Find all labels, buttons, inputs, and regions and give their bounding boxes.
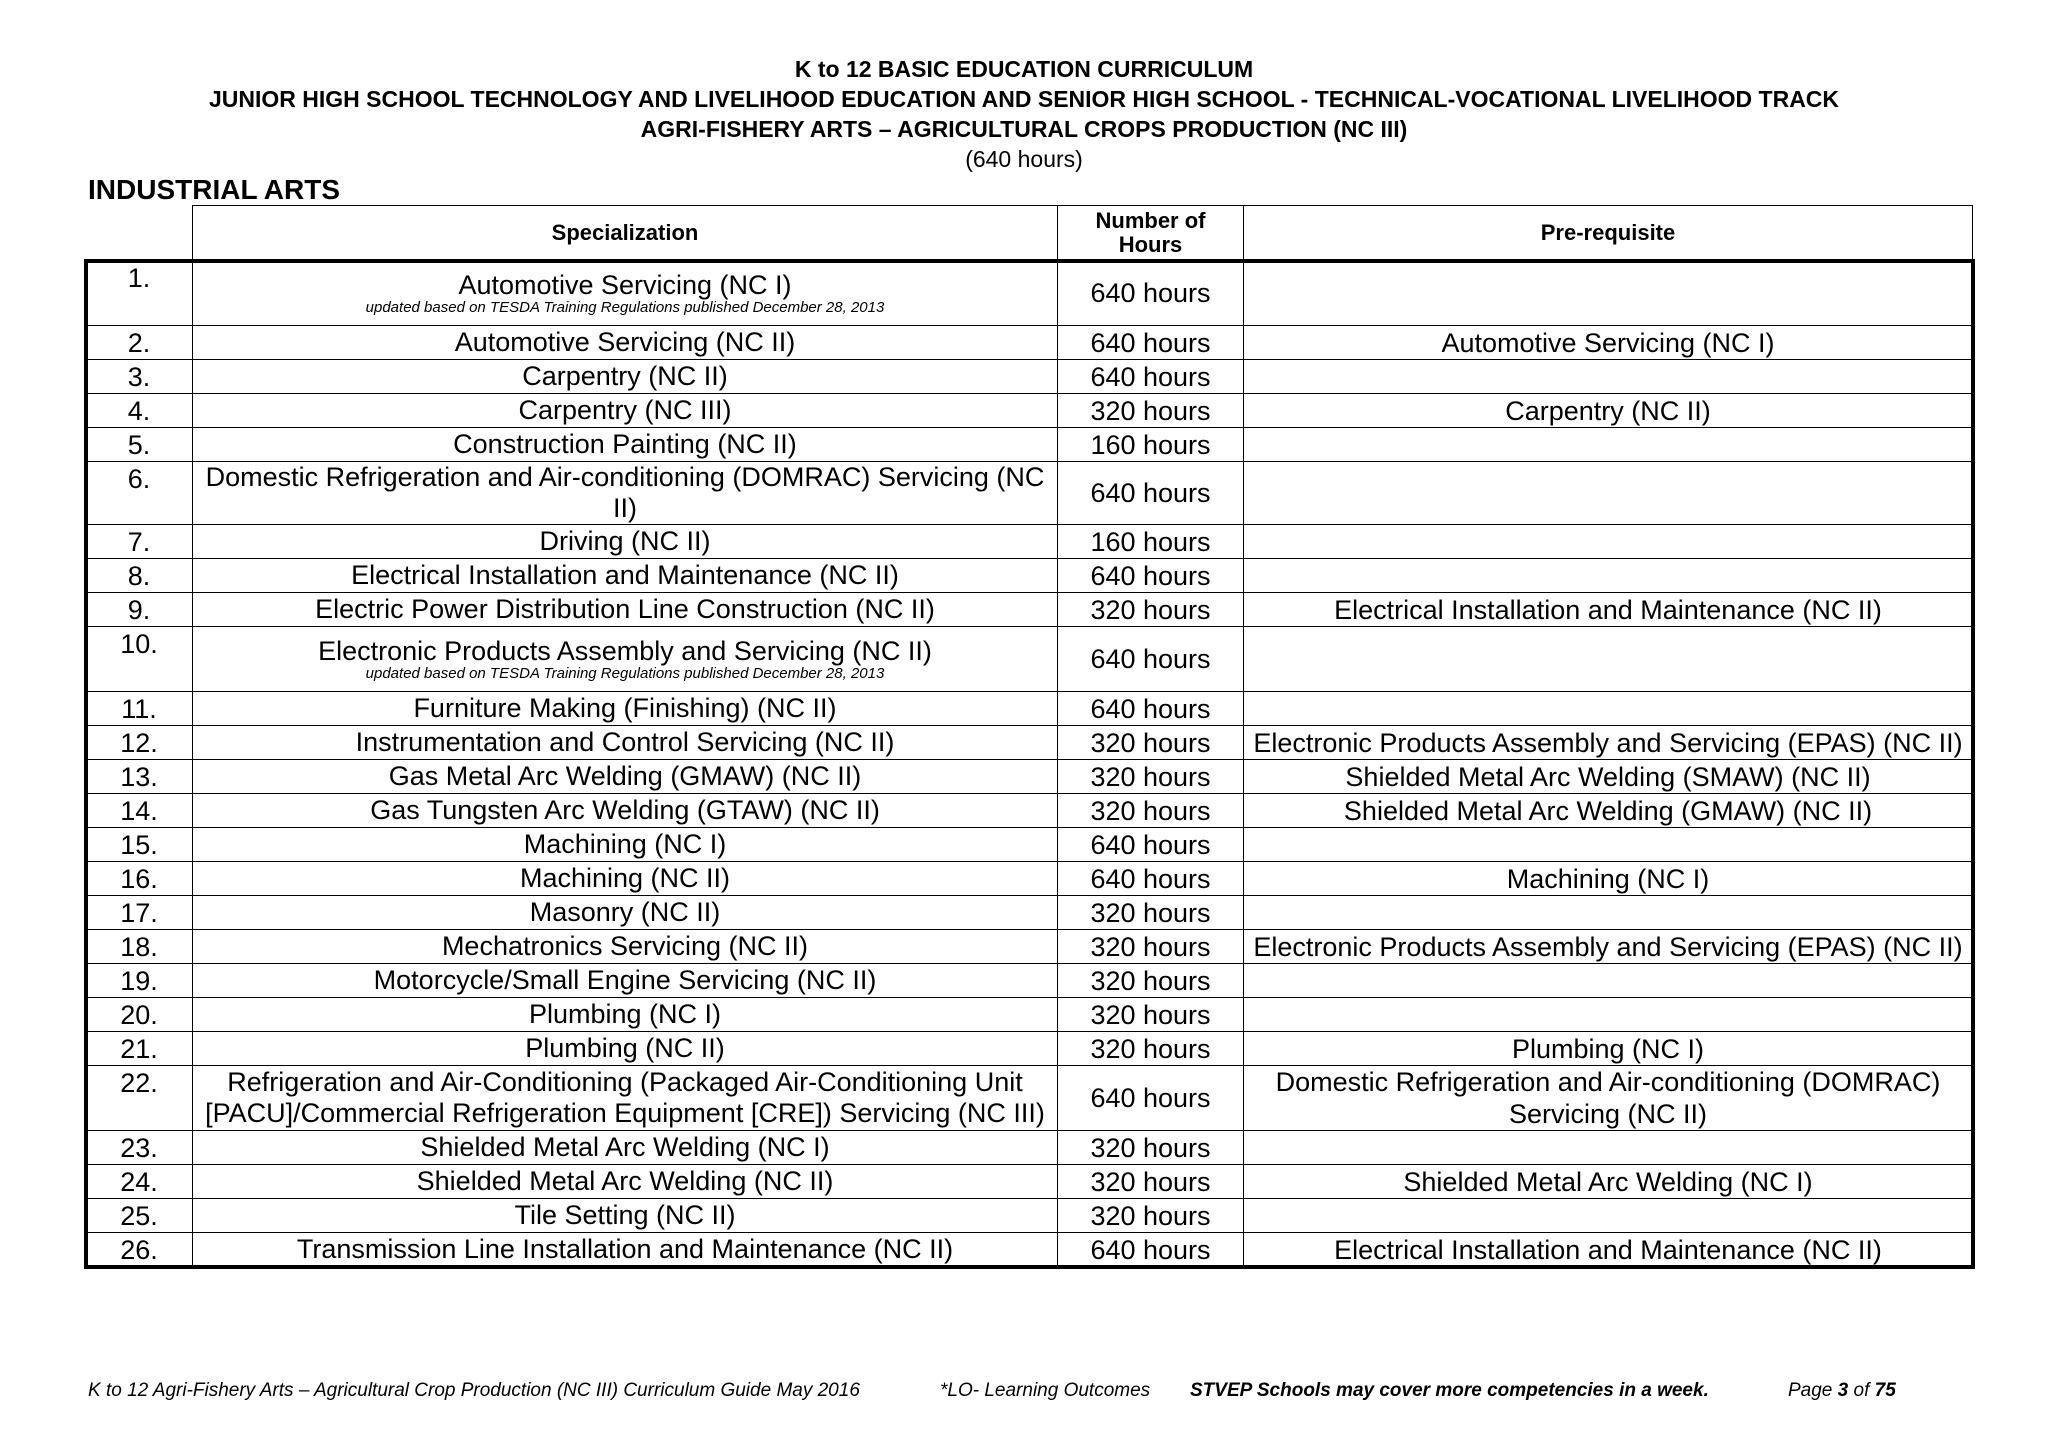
- row-hours: 640 hours: [1058, 360, 1244, 394]
- row-specialization: [193, 1032, 1058, 1066]
- row-hours: 320 hours: [1058, 896, 1244, 930]
- column-header-number: [86, 206, 193, 261]
- row-prerequisite: [1244, 559, 1973, 593]
- row-prerequisite: [1244, 360, 1973, 394]
- header-line-1: K to 12 BASIC EDUCATION CURRICULUM: [794, 56, 1254, 82]
- row-number: 11.: [86, 692, 193, 726]
- footer-stvep-note: [1190, 1380, 1709, 1402]
- row-specialization: [193, 360, 1058, 394]
- row-prerequisite: [1244, 998, 1973, 1032]
- specialization-name: Construction Painting (NC II): [453, 429, 797, 459]
- row-specialization: [193, 462, 1058, 525]
- footer-page-number: [1788, 1380, 1896, 1402]
- row-number: 7.: [86, 525, 193, 559]
- row-prerequisite: Electrical Installation and Maintenance (NC II): [1244, 593, 1973, 627]
- row-specialization: [193, 394, 1058, 428]
- row-specialization: [193, 1199, 1058, 1233]
- row-prerequisite: Domestic Refrigeration and Air-conditioning (DOMRAC) Servicing (NC II): [1244, 1066, 1973, 1131]
- row-prerequisite: [1244, 525, 1973, 559]
- specialization-name: Shielded Metal Arc Welding (NC I): [420, 1132, 830, 1162]
- row-number: 18.: [86, 930, 193, 964]
- table-row: [86, 692, 1973, 726]
- specialization-table: [85, 205, 1973, 1267]
- table-row: [86, 1233, 1973, 1267]
- row-hours: 640 hours: [1058, 261, 1244, 326]
- row-number: 8.: [86, 559, 193, 593]
- specialization-name: Electric Power Distribution Line Construction (NC II): [315, 594, 935, 624]
- row-hours: 640 hours: [1058, 862, 1244, 896]
- row-number: 21.: [86, 1032, 193, 1066]
- table-row: [86, 360, 1973, 394]
- header-line-2: JUNIOR HIGH SCHOOL TECHNOLOGY AND LIVELIHOOD EDUCATION AND SENIOR HIGH SCHOOL - TECHNICAL-VOCATIONAL LIVELIHOOD TRACK: [208, 86, 1840, 112]
- table-row: [86, 394, 1973, 428]
- row-prerequisite: [1244, 428, 1973, 462]
- row-specialization: [193, 794, 1058, 828]
- row-hours: 640 hours: [1058, 828, 1244, 862]
- row-hours: 160 hours: [1058, 525, 1244, 559]
- row-specialization: [193, 1131, 1058, 1165]
- specialization-name: Carpentry (NC II): [522, 361, 728, 391]
- row-prerequisite: Machining (NC I): [1244, 862, 1973, 896]
- footer-page-prefix: Page: [1788, 1380, 1833, 1401]
- table-row: [86, 862, 1973, 896]
- row-hours: 320 hours: [1058, 593, 1244, 627]
- row-specialization: [193, 559, 1058, 593]
- table-row: [86, 627, 1973, 692]
- row-specialization: [193, 593, 1058, 627]
- row-prerequisite: [1244, 261, 1973, 326]
- row-prerequisite: [1244, 462, 1973, 525]
- specialization-name: Machining (NC I): [523, 829, 727, 859]
- specialization-name: Transmission Line Installation and Maintenance (NC II): [296, 1234, 954, 1264]
- row-specialization: [193, 1066, 1058, 1131]
- table-row: [86, 930, 1973, 964]
- row-specialization: [193, 692, 1058, 726]
- row-hours: 640 hours: [1058, 559, 1244, 593]
- row-hours: 320 hours: [1058, 726, 1244, 760]
- row-hours: 640 hours: [1058, 627, 1244, 692]
- row-specialization: [193, 726, 1058, 760]
- table-row: [86, 525, 1973, 559]
- column-header-hours: Number of Hours: [1058, 206, 1244, 261]
- row-prerequisite: [1244, 1131, 1973, 1165]
- table-row: [86, 559, 1973, 593]
- table-row: [86, 896, 1973, 930]
- row-hours: 640 hours: [1058, 692, 1244, 726]
- row-number: 24.: [86, 1165, 193, 1199]
- row-prerequisite: Carpentry (NC II): [1244, 394, 1973, 428]
- table-row: [86, 794, 1973, 828]
- row-number: 20.: [86, 998, 193, 1032]
- table-row: [86, 1199, 1973, 1233]
- row-hours: 320 hours: [1058, 1131, 1244, 1165]
- footer-page-total: 75: [1874, 1380, 1896, 1401]
- table-row: [86, 326, 1973, 360]
- specialization-name: Electrical Installation and Maintenance (NC II): [351, 560, 899, 590]
- table-body: [86, 261, 1973, 1267]
- row-number: 3.: [86, 360, 193, 394]
- row-prerequisite: [1244, 964, 1973, 998]
- row-number: 25.: [86, 1199, 193, 1233]
- specialization-name: Carpentry (NC III): [518, 395, 732, 425]
- row-hours: 320 hours: [1058, 760, 1244, 794]
- row-hours: 320 hours: [1058, 930, 1244, 964]
- row-hours: 160 hours: [1058, 428, 1244, 462]
- row-hours: 320 hours: [1058, 1165, 1244, 1199]
- specialization-name: Plumbing (NC II): [525, 1033, 725, 1063]
- table-header-row: [86, 206, 1973, 261]
- row-number: 15.: [86, 828, 193, 862]
- row-specialization: [193, 828, 1058, 862]
- table-row: [86, 593, 1973, 627]
- row-number: 22.: [86, 1066, 193, 1131]
- row-specialization: [193, 525, 1058, 559]
- row-hours: 320 hours: [1058, 794, 1244, 828]
- specialization-name: Gas Metal Arc Welding (GMAW) (NC II): [388, 761, 862, 791]
- row-hours: 320 hours: [1058, 964, 1244, 998]
- row-number: 10.: [86, 627, 193, 692]
- specialization-note: updated based on TESDA Training Regulations published December 28, 2013: [365, 665, 885, 682]
- row-prerequisite: [1244, 1199, 1973, 1233]
- row-specialization: [193, 326, 1058, 360]
- specialization-name: Driving (NC II): [539, 526, 711, 556]
- table-row: [86, 964, 1973, 998]
- specialization-name: Automotive Servicing (NC I): [458, 270, 792, 300]
- header-hours: (640 hours): [965, 146, 1083, 172]
- row-number: 17.: [86, 896, 193, 930]
- row-prerequisite: Shielded Metal Arc Welding (NC I): [1244, 1165, 1973, 1199]
- specialization-name: Refrigeration and Air-Conditioning (Packaged Air-Conditioning Unit [PACU]/Commercial Refrigeration Equipment [CRE]) Servicing (NC III): [205, 1067, 1045, 1128]
- row-prerequisite: [1244, 828, 1973, 862]
- row-prerequisite: [1244, 692, 1973, 726]
- row-prerequisite: Plumbing (NC I): [1244, 1032, 1973, 1066]
- table-row: [86, 1032, 1973, 1066]
- row-specialization: [193, 1165, 1058, 1199]
- row-number: 4.: [86, 394, 193, 428]
- specialization-name: Shielded Metal Arc Welding (NC II): [416, 1166, 834, 1196]
- row-prerequisite: Shielded Metal Arc Welding (GMAW) (NC II): [1244, 794, 1973, 828]
- row-number: 12.: [86, 726, 193, 760]
- row-hours: 640 hours: [1058, 1066, 1244, 1131]
- row-hours: 640 hours: [1058, 326, 1244, 360]
- table-row: [86, 828, 1973, 862]
- row-specialization: [193, 930, 1058, 964]
- column-header-specialization: Specialization: [193, 206, 1058, 261]
- row-prerequisite: Electronic Products Assembly and Servicing (EPAS) (NC II): [1244, 930, 1973, 964]
- row-prerequisite: [1244, 627, 1973, 692]
- specialization-name: Domestic Refrigeration and Air-conditioning (DOMRAC) Servicing (NC II): [205, 462, 1045, 523]
- row-hours: 320 hours: [1058, 1032, 1244, 1066]
- specialization-name: Gas Tungsten Arc Welding (GTAW) (NC II): [370, 795, 880, 825]
- row-number: 6.: [86, 462, 193, 525]
- row-number: 19.: [86, 964, 193, 998]
- table-row: [86, 998, 1973, 1032]
- row-specialization: [193, 261, 1058, 326]
- row-specialization: [193, 428, 1058, 462]
- row-specialization: [193, 896, 1058, 930]
- row-specialization: [193, 1233, 1058, 1267]
- specialization-name: Instrumentation and Control Servicing (NC II): [355, 727, 895, 757]
- row-number: 5.: [86, 428, 193, 462]
- row-prerequisite: [1244, 896, 1973, 930]
- specialization-name: Masonry (NC II): [529, 897, 721, 927]
- table-row: [86, 261, 1973, 326]
- row-specialization: [193, 862, 1058, 896]
- section-title: INDUSTRIAL ARTS: [88, 174, 340, 205]
- row-number: 23.: [86, 1131, 193, 1165]
- row-hours: 320 hours: [1058, 394, 1244, 428]
- specialization-name: Electronic Products Assembly and Servicing (NC II): [318, 636, 932, 666]
- row-specialization: [193, 760, 1058, 794]
- specialization-table-container: [85, 205, 1972, 1267]
- row-prerequisite: Electrical Installation and Maintenance (NC II): [1244, 1233, 1973, 1267]
- footer-guide: K to 12 Agri-Fishery Arts – Agricultural Crop Production (NC III) Curriculum Guide May 2016: [88, 1380, 860, 1401]
- row-hours: 640 hours: [1058, 462, 1244, 525]
- row-number: 16.: [86, 862, 193, 896]
- row-specialization: [193, 998, 1058, 1032]
- row-prerequisite: Electronic Products Assembly and Servicing (EPAS) (NC II): [1244, 726, 1973, 760]
- table-row: [86, 760, 1973, 794]
- specialization-note: updated based on TESDA Training Regulations published December 28, 2013: [365, 299, 885, 316]
- row-number: 1.: [86, 261, 193, 326]
- table-row: [86, 1066, 1973, 1131]
- table-row: [86, 462, 1973, 525]
- row-prerequisite: Shielded Metal Arc Welding (SMAW) (NC II): [1244, 760, 1973, 794]
- specialization-name: Furniture Making (Finishing) (NC II): [413, 693, 837, 723]
- table-row: [86, 1165, 1973, 1199]
- row-number: 2.: [86, 326, 193, 360]
- specialization-name: Tile Setting (NC II): [514, 1200, 736, 1230]
- footer-page-of: of: [1853, 1380, 1870, 1401]
- specialization-name: Mechatronics Servicing (NC II): [441, 931, 809, 961]
- footer-page-current: 3: [1837, 1380, 1849, 1401]
- specialization-name: Automotive Servicing (NC II): [454, 327, 796, 357]
- footer-lo-note: *LO- Learning Outcomes: [940, 1380, 1151, 1401]
- row-number: 9.: [86, 593, 193, 627]
- specialization-name: Plumbing (NC I): [528, 999, 722, 1029]
- row-number: 26.: [86, 1233, 193, 1267]
- table-row: [86, 428, 1973, 462]
- row-hours: 640 hours: [1058, 1233, 1244, 1267]
- table-row: [86, 1131, 1973, 1165]
- header-line-3: AGRI-FISHERY ARTS – AGRICULTURAL CROPS PRODUCTION (NC III): [640, 116, 1408, 142]
- column-header-prerequisite: Pre-requisite: [1244, 206, 1973, 261]
- specialization-name: Motorcycle/Small Engine Servicing (NC II): [373, 965, 877, 995]
- specialization-name: Machining (NC II): [519, 863, 731, 893]
- row-prerequisite: Automotive Servicing (NC I): [1244, 326, 1973, 360]
- row-hours: 320 hours: [1058, 1199, 1244, 1233]
- row-number: 13.: [86, 760, 193, 794]
- row-specialization: [193, 627, 1058, 692]
- row-hours: 320 hours: [1058, 998, 1244, 1032]
- footer-stvep-text: STVEP Schools may cover more competencies in a week.: [1190, 1380, 1709, 1401]
- row-number: 14.: [86, 794, 193, 828]
- table-row: [86, 726, 1973, 760]
- row-specialization: [193, 964, 1058, 998]
